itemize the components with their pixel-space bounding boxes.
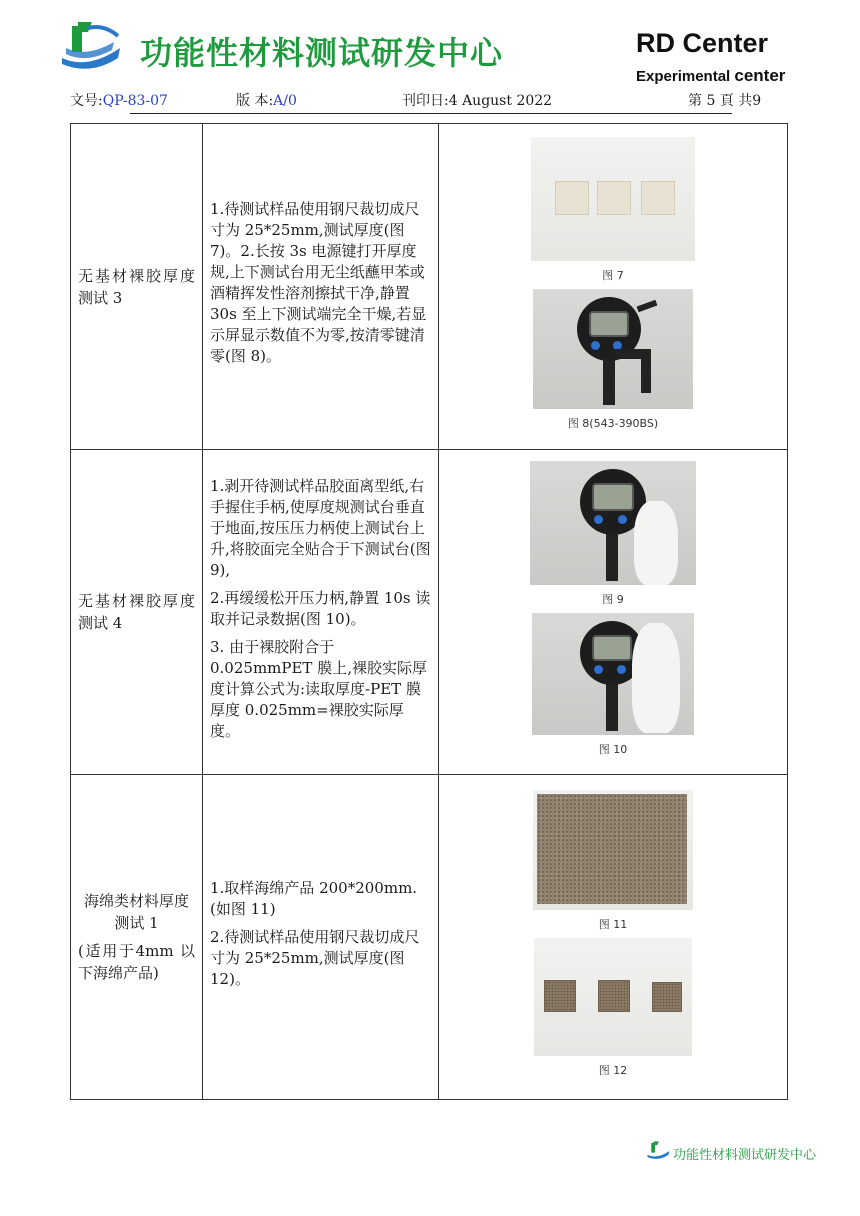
organization-title: 功能性材料测试研发中心 (140, 34, 504, 72)
row-title-note: (适用于4mm 以下海绵产品) (78, 942, 195, 982)
document-number: 文号:QP-83-07 (70, 93, 168, 109)
figure-caption: 图 10 (598, 743, 628, 756)
rd-center-title: RD Center (636, 28, 769, 58)
table-row (71, 450, 788, 775)
footer-organization: 功能性材料测试研发中心 (673, 1148, 817, 1163)
step-text: 2.待测试样品使用钢尺裁切成尺寸为 25*25mm,测试厚度(图 12)。 (210, 927, 420, 988)
figure-9-image (530, 461, 696, 585)
figure-8-image (533, 289, 693, 409)
figure-caption: 图 8(543-390BS) (567, 416, 659, 430)
figure-caption: 图 11 (598, 918, 628, 931)
table-row (71, 124, 788, 450)
row-title: 无基材裸胶厚度测试 4 (78, 592, 195, 632)
step-text: 2.再缓缓松开压力柄,静置 10s 读取并记录数据(图 10)。 (210, 588, 431, 628)
print-date: 刊印日:4 August 2022 (402, 93, 553, 109)
step-text: 1.剥开待测试样品胶面离型纸,右手握住手柄,使厚度规测试台垂直于地面,按压压力柄使上测试台上升,将胶面完全贴合于下测试台(图 9), (210, 476, 431, 579)
step-text: 3. 由于裸胶附合于 0.025mmPET 膜上,裸胶实际厚度计算公式为:读取厚度-PET 膜厚度 0.025mm=裸胶实际厚度。 (210, 637, 427, 740)
figure-12-image (534, 938, 692, 1056)
header-divider (130, 113, 732, 114)
figure-caption: 图 12 (598, 1064, 628, 1077)
figure-10-image (532, 613, 694, 735)
rd-center-subtitle: Experimental center (636, 66, 786, 85)
figure-7-image (531, 137, 695, 261)
version: 版 本:A/0 (236, 93, 297, 109)
row-title: 无基材裸胶厚度测试 3 (78, 266, 195, 307)
figure-11-image (533, 790, 693, 910)
step-text: 1.取样海绵产品 200*200mm.(如图 11) (210, 878, 418, 918)
page-indicator: 第 5 頁 共9 (688, 93, 762, 109)
figure-caption: 图 7 (602, 268, 624, 282)
table-row (71, 775, 788, 1100)
figure-caption: 图 9 (602, 593, 624, 606)
footer-logo-icon (646, 1138, 670, 1162)
procedure-table (70, 123, 788, 1100)
row-title: 海绵类材料厚度测试 1 (83, 892, 189, 932)
step-text: 1.待测试样品使用钢尺裁切成尺寸为 25*25mm,测试厚度(图 7)。2.长按 3s 电源键打开厚度规,上下测试台用无尘纸蘸甲苯或酒精挥发性溶剂擦拭干净,静置 30s 至上下测试端完全干燥,若显示屏显示数值不为零,按清零键清零(图 8)。 (210, 200, 427, 365)
company-logo-icon (58, 18, 122, 72)
